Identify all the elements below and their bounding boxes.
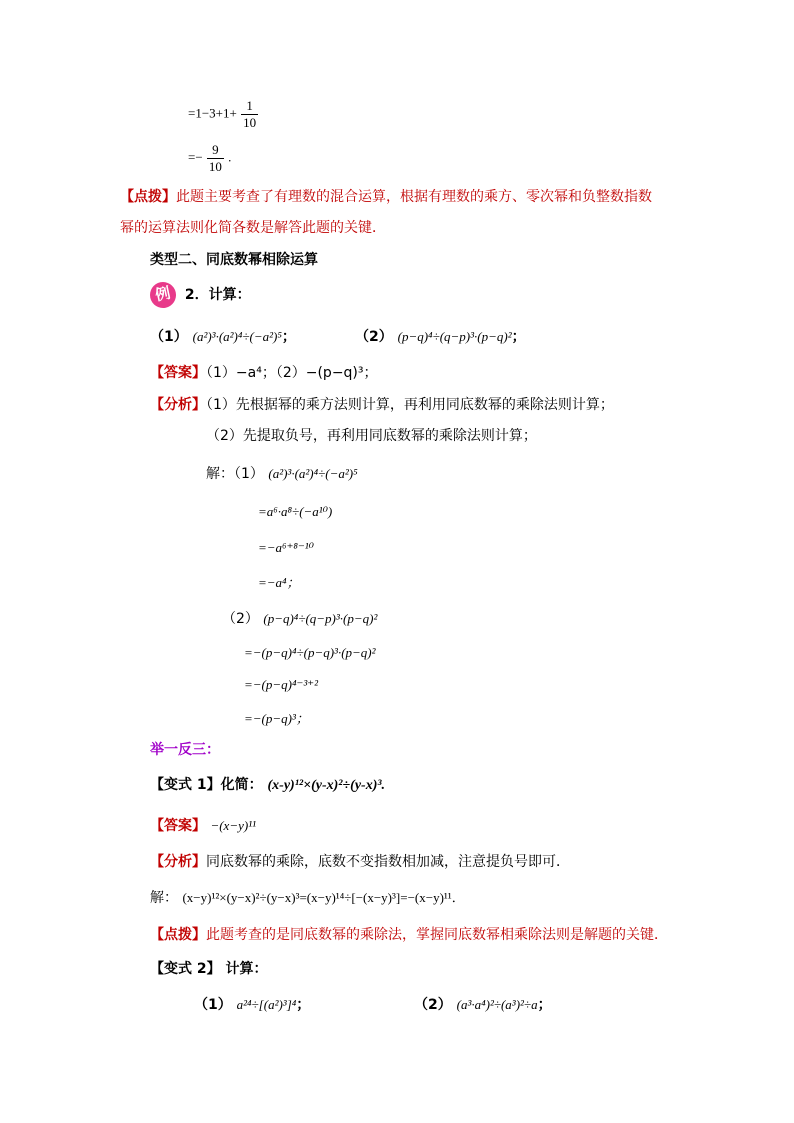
fraction: [207, 142, 224, 175]
problem-label: （2）: [355, 329, 393, 345]
tip-paragraph: [120, 186, 652, 206]
analysis-text-line-2: （2）先提取负号，再利用同底数幂的乘除法则计算；: [206, 428, 537, 444]
problem-2: [355, 326, 526, 346]
variant-1-heading: [150, 774, 385, 794]
example-title: 2．计算：: [184, 287, 251, 303]
fraction: [241, 98, 258, 131]
answer-text: （1）−a⁴；（2）−(p−q)³；: [206, 365, 378, 381]
section-title: 类型二、同底数幂相除运算: [150, 252, 318, 268]
problem-label: （1）: [194, 997, 232, 1013]
equation-suffix: .: [228, 149, 232, 165]
variant-2-heading: [150, 958, 268, 978]
answer-text: −(x−y)¹¹: [210, 818, 256, 833]
variant-1-analysis: [150, 851, 570, 871]
problem-label: （1）: [150, 329, 188, 345]
analysis-paragraph: [150, 394, 614, 414]
solution-step: =−(p−q)³；: [244, 711, 309, 726]
equation-line-2: [188, 142, 231, 175]
solution-step: =−(p−q)⁴⁻³⁺²: [244, 677, 319, 692]
equation-line-1: [188, 98, 259, 131]
variant-title: 化简：: [220, 777, 263, 793]
solution-step: =−a⁶⁺⁸⁻¹⁰: [258, 540, 314, 555]
solution-line: [206, 463, 358, 483]
variant-label: 【变式 1】: [150, 777, 221, 793]
fraction-numerator: 9: [207, 142, 224, 159]
solution-prefix: 解：: [150, 890, 178, 906]
example-badge-icon: 例: [148, 280, 179, 311]
answer-label: 【答案】: [150, 365, 206, 381]
answer-paragraph: [150, 362, 378, 382]
equation-prefix: =−: [188, 149, 203, 165]
variant-1-answer: [150, 815, 256, 835]
solution-intro: 解：（1）: [206, 466, 264, 482]
analysis-label: 【分析】: [150, 854, 206, 870]
variant-2-problem-1: [194, 994, 310, 1014]
example-heading: [150, 282, 251, 308]
solution-expression: (a²)³·(a²)⁴÷(−a²)⁵: [268, 466, 358, 481]
practice-heading: 举一反三：: [150, 742, 220, 758]
fraction-numerator: 1: [241, 98, 258, 115]
variant-expression: (x-y)¹²×(y-x)²÷(y-x)³.: [267, 778, 386, 793]
problem-expression: (a³·a⁴)²÷(a³)²÷a: [456, 997, 538, 1012]
variant-2-problem-2: [414, 994, 552, 1014]
problem-label: （2）: [414, 997, 452, 1013]
solution-line: [222, 608, 377, 628]
analysis-text: 同底数幂的乘除，底数不变指数相加减，注意提负号即可．: [206, 854, 570, 870]
solution-step: =−a⁴；: [258, 575, 300, 590]
solution-step: =a⁶·a⁸÷(−a¹⁰): [258, 504, 333, 519]
solution-expression: (x−y)¹²×(y−x)²÷(y−x)³=(x−y)¹⁴÷[−(x−y)³]=−(x−y)¹¹．: [182, 890, 465, 905]
problem-expression: a²⁴÷[(a²)³]⁴: [236, 997, 297, 1012]
fraction-denominator: 10: [243, 115, 257, 130]
problem-expression: (a²)³·(a²)⁴÷(−a²)⁵: [192, 329, 282, 344]
problem-1: [150, 326, 296, 346]
equation-prefix: =1−3+1+: [188, 105, 237, 121]
analysis-text: （1）先根据幂的乘方法则计算，再利用同底数幂的乘除法则计算；: [206, 397, 614, 413]
variant-title: 计算：: [225, 961, 268, 977]
solution-label: （2）: [222, 611, 259, 627]
tip-label: 【点拨】: [120, 189, 176, 205]
tip-text: 此题考查的是同底数幂的乘除法，掌握同底数幂相乘除法则是解题的关键．: [206, 927, 668, 943]
answer-label: 【答案】: [150, 818, 206, 834]
solution-expression: (p−q)⁴÷(q−p)³·(p−q)²: [263, 611, 378, 626]
problem-end: ；: [537, 997, 552, 1013]
analysis-label: 【分析】: [150, 397, 206, 413]
tip-label: 【点拨】: [150, 927, 206, 943]
tip-text: 此题主要考查了有理数的混合运算，根据有理数的乘方、零次幂和负整数指数: [176, 189, 652, 205]
variant-label: 【变式 2】: [150, 961, 221, 977]
problem-end: ；: [281, 329, 296, 345]
tip-text-line-2: 幂的运算法则化简各数是解答此题的关键．: [120, 220, 386, 236]
variant-1-solution: [150, 887, 465, 907]
solution-step: =−(p−q)⁴÷(p−q)³·(p−q)²: [244, 645, 376, 660]
problem-expression: (p−q)⁴÷(q−p)³·(p−q)²: [397, 329, 512, 344]
variant-1-tip: [150, 924, 668, 944]
problem-end: ；: [296, 997, 311, 1013]
fraction-denominator: 10: [208, 159, 222, 174]
problem-end: ；: [511, 329, 526, 345]
